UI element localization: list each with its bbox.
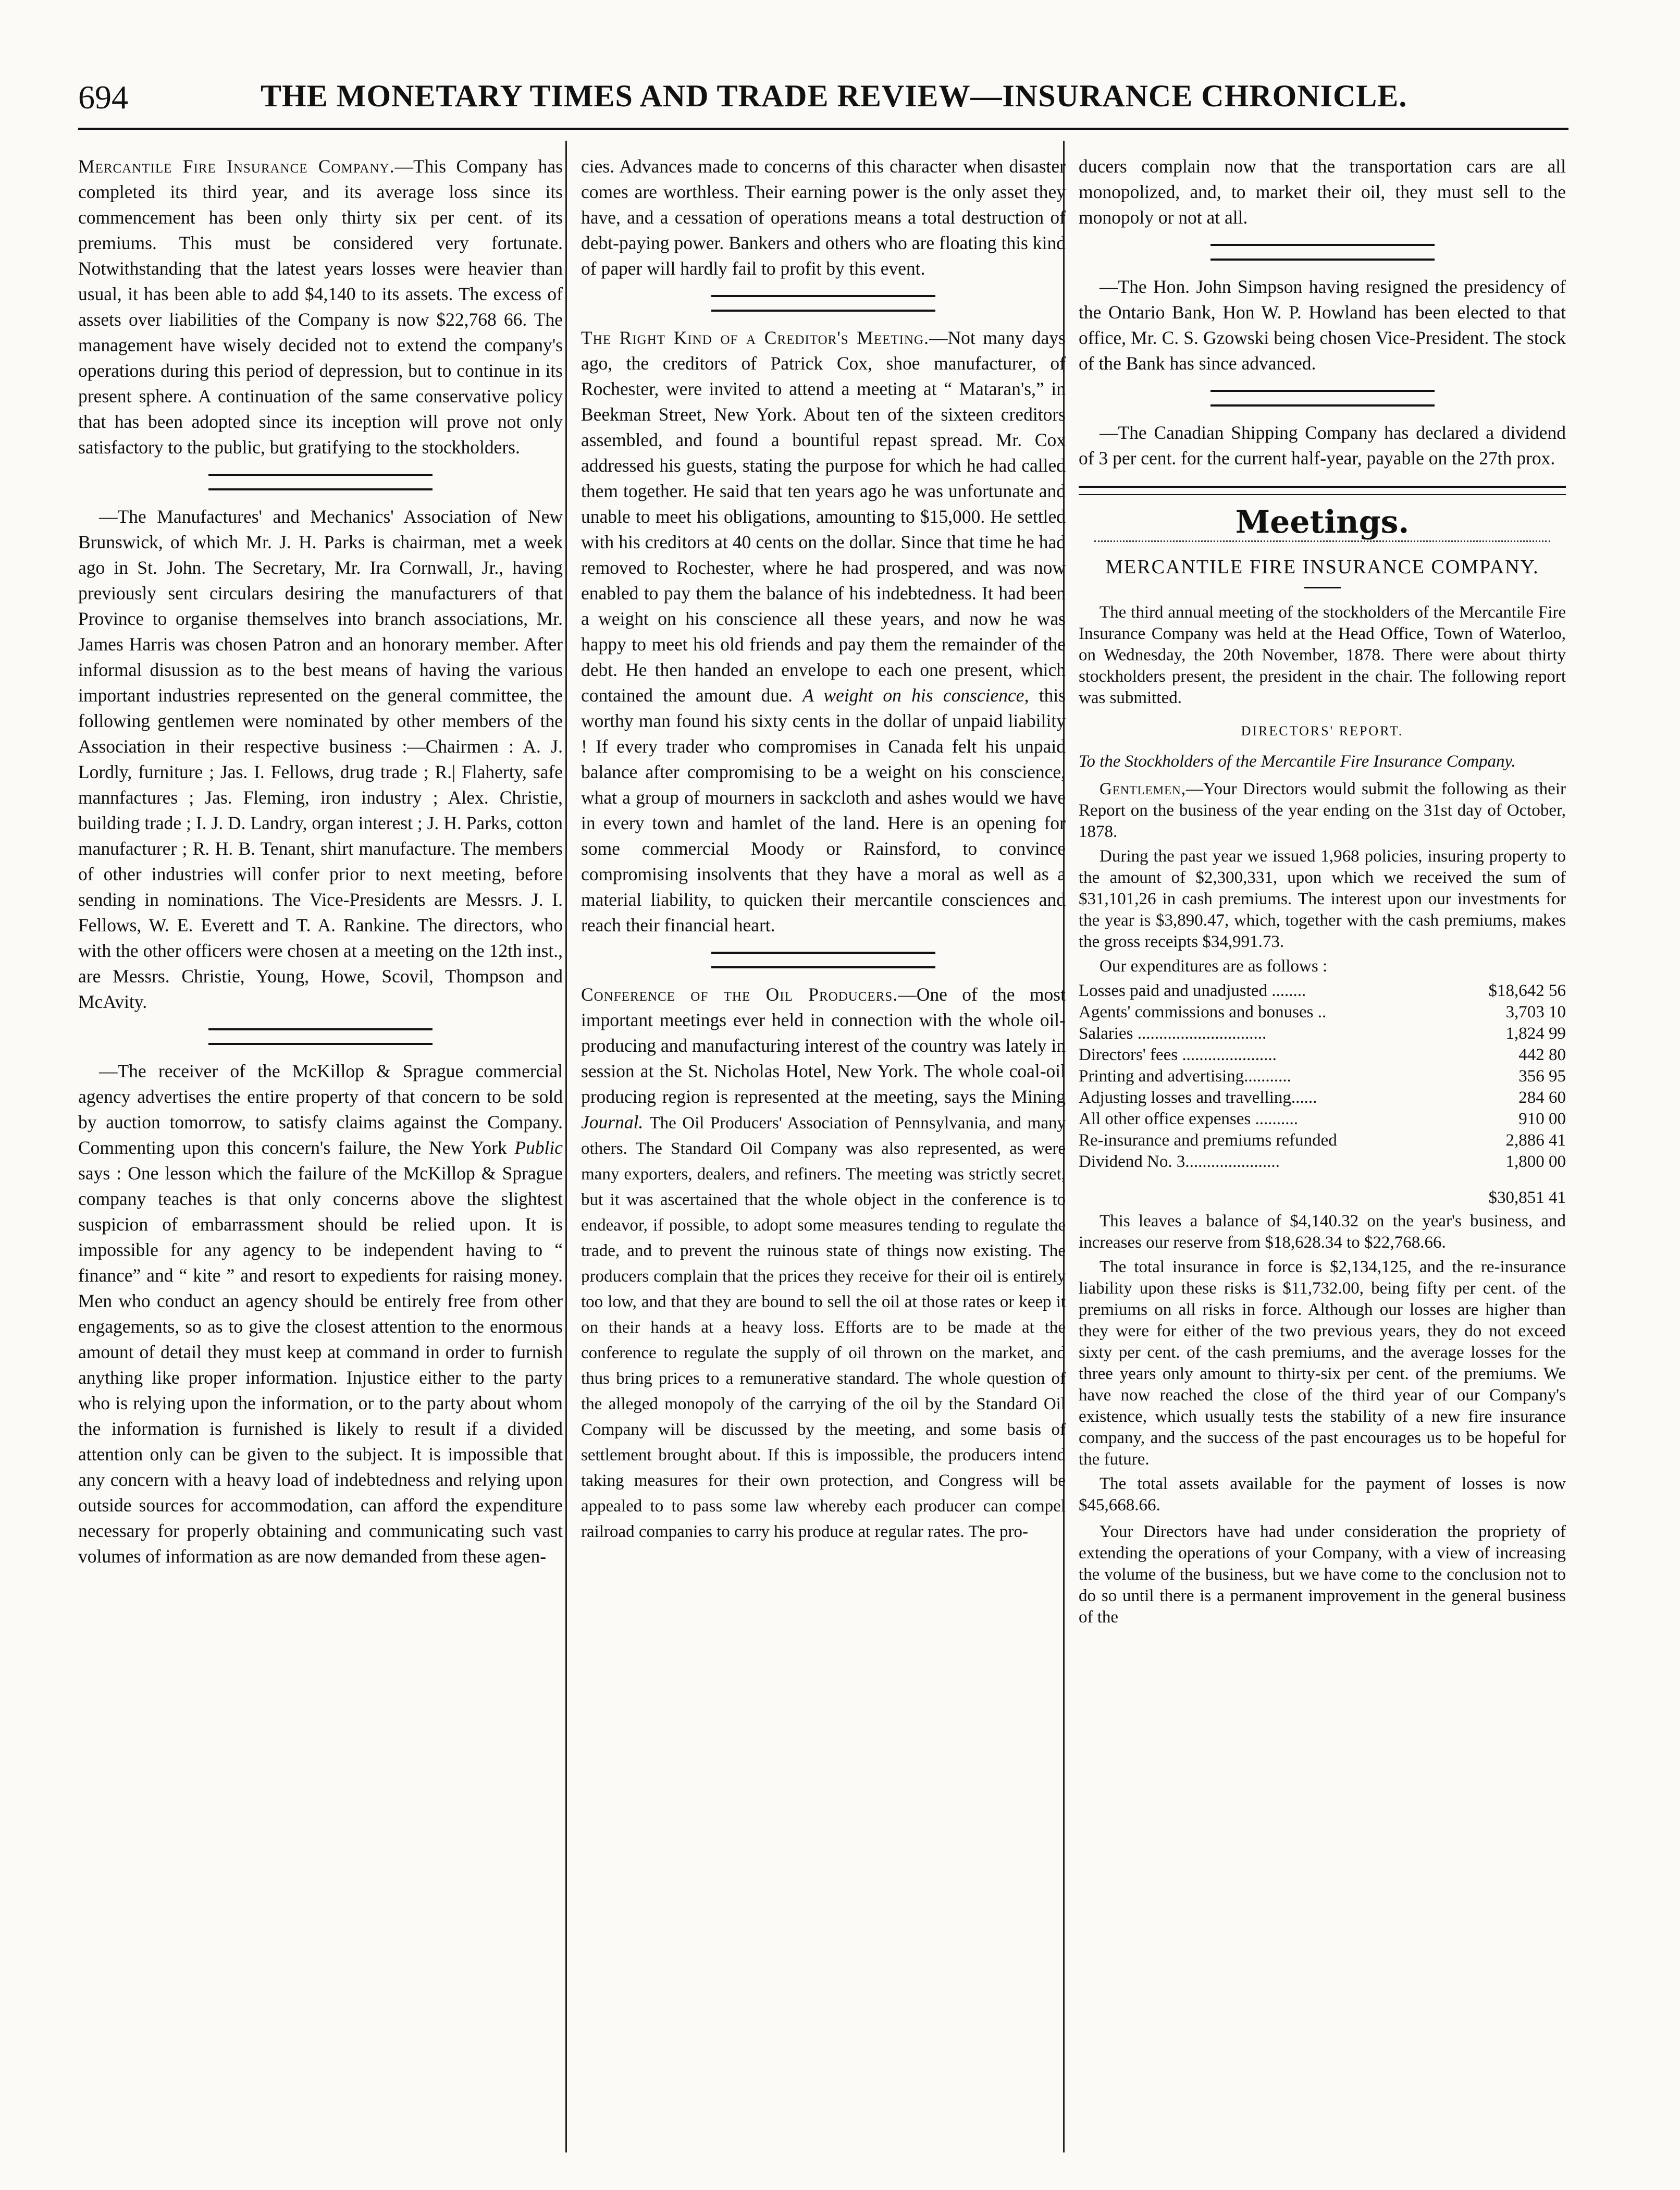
expenditure-amount: 910 00	[1518, 1110, 1566, 1128]
article-emphasis: A weight on his conscience,	[802, 685, 1029, 706]
article-ontario-bank: —The Hon. John Simpson having resigned the presidency of the Ontario Bank, Hon W. P. Howland has been elected to that office, Mr. C. S. Gzowski being chosen Vice-President. The stock of the Bank has since advanced.	[1079, 276, 1566, 374]
article-canadian-shipping: —The Canadian Shipping Company has declared a dividend of 3 per cent. for the current half-year, payable on the 27th prox.	[1079, 422, 1566, 469]
expenditure-row	[1079, 1002, 1566, 1023]
column-1	[78, 154, 563, 1572]
meeting-intro: The third annual meeting of the stockholders of the Mercantile Fire Insurance Company was held at the Head Office, Town of Waterloo, on Wednesday, the 20th November, 1878. There were about thirty stockholders present, the president in the chair. The following report was submitted.	[1079, 603, 1566, 707]
expenditure-label: All other office expenses ..........	[1079, 1110, 1298, 1128]
article-manufacturers-association: —The Manufactures' and Mechanics' Association of New Brunswick, of which Mr. J. H. Parks is chairman, met a week ago in St. John. The Secretary, Mr. Ira Cornwall, Jr., having previously sent circulars desiring the manufacturers of that Province to organise themselves into branch associations, Mr. James Harris was chosen Patron and an honorary member. After informal disussion as to the best means of having the various important industries represented on the general committee, the following gentlemen were nominated by other members of the Association in their respective business :—Chairmen : A. J. Lordly, furniture ; Jas. I. Fellows, drug trade ; R.| Flaherty, safe mannfactures ; Jas. Fleming, iron industry ; Alex. Christie, building trade ; I. J. D. Landry, organ interest ; J. H. Parks, cotton manufacturer ; R. H. B. Tenant, shirt manufacture. The members of other industries will confer prior to next meeting, before sending in nominations. The Vice-Presidents are Messrs. J. I. Fellows, W. E. Everett and T. A. Rankine. The directors, who with the other officers were chosen at a meeting on the 12th inst., are Messrs. Christie, Young, Howe, Scovil, Thompson and McAvity.	[78, 506, 563, 1012]
total-assets-paragraph: The total assets available for the payment of losses is now $45,668.66.	[1079, 1474, 1566, 1515]
balance-paragraph: This leaves a balance of $4,140.32 on the year's business, and increases our reserve from $18,628.34 to $22,768.66.	[1079, 1212, 1566, 1252]
heading-ornament	[1094, 540, 1550, 542]
article-title: Conference of the Oil Producers.	[581, 984, 898, 1005]
section-separator	[208, 474, 433, 490]
expenditure-amount: 356 95	[1518, 1067, 1566, 1086]
section-separator	[711, 952, 935, 968]
newspaper-name: Public	[514, 1137, 563, 1158]
expenditure-row	[1079, 1044, 1566, 1066]
expenditure-label: Losses paid and unadjusted ........	[1079, 981, 1306, 1000]
article-body: —This Company has completed its third year, and its average loss since its commencement has been only thirty six per cent. of its premiums. This must be considered very fortunate. Notwithstanding that the latest years losses were heavier than usual, it has been able to add $4,140 to its assets. The excess of assets over liabilities of the Company is now $22,768 66. The management have wisely decided not to extend the company's operations during this period of depression, but to continue in its present sphere. A continuation of the same conservative policy that has been adopted since its inception will prove not only satisfactory to the public, but gratifying to the stockholders.	[78, 156, 563, 458]
expenditure-row	[1079, 1109, 1566, 1130]
expenditure-row	[1079, 1151, 1566, 1173]
journal-name: Journal.	[581, 1112, 644, 1133]
section-separator	[208, 1028, 433, 1045]
article-oil-producers	[581, 982, 1066, 1544]
article-body: says : One lesson which the failure of the McKillop & Sprague company teaches is that only concerns above the slightest suspicion of embarrassment should be relied upon. It is impossible for any agency to be independent having to “ finance” and “ kite ” and resort to expedients for raising money. Men who conduct an agency should be entirely free from other engagements, so as to give the closest attention to the enormous amount of detail they must keep at command in order to furnish anything like proper information. Injustice either to the party who is relying upon the information, or to the party about whom the information is furnished is likely to result if a divided attention only can be given to the subject. It is impossible that any concern with a heavy load of indebtedness and relying upon outside sources for accommodation, can afford the expenditure necessary for properly obtaining and communicating such vast volumes of information as are now demanded from these agen-	[78, 1163, 563, 1567]
expenditure-row	[1079, 1023, 1566, 1044]
page-header	[78, 78, 1553, 125]
expenditures-table	[1079, 980, 1566, 1173]
section-separator	[711, 295, 935, 312]
article-continuation: ducers complain now that the transportation cars are all monopolized, and, to market their oil, they must sell to the monopoly or not at all.	[1079, 156, 1566, 228]
expenditure-label: Printing and advertising...........	[1079, 1067, 1291, 1086]
expenditure-amount: 3,703 10	[1505, 1003, 1566, 1022]
publication-title: THE MONETARY TIMES AND TRADE REVIEW—INSURANCE CHRONICLE.	[261, 79, 1407, 113]
company-title: MERCANTILE FIRE INSURANCE COMPANY.	[1105, 556, 1539, 578]
expenditure-row	[1079, 1087, 1566, 1109]
expenditure-row	[1079, 1066, 1566, 1087]
article-continuation: cies. Advances made to concerns of this character when disaster comes are worthless. Their earning power is the only asset they have, and a cessation of operations means a total destruction of debt-paying power. Bankers and others who are floating this kind of paper will hardly fail to profit by this event.	[581, 156, 1066, 279]
expenditure-row	[1079, 980, 1566, 1002]
page-number: 694	[78, 79, 128, 116]
article-mercantile-fire	[78, 154, 563, 460]
expenditure-label: Salaries ..............................	[1079, 1024, 1267, 1043]
article-title: Mercantile Fire Insurance Company.	[78, 156, 395, 177]
expenditure-amount: $18,642 56	[1488, 981, 1566, 1000]
expenditure-label: Dividend No. 3......................	[1079, 1152, 1280, 1171]
article-body: —Not many days ago, the creditors of Patrick Cox, shoe manufacturer, of Rochester, were invited to attend a meeting at “ Mataran's,” in Beekman Street, New York. About ten of the sixteen creditors assembled, and found a bountiful repast spread. Mr. Cox addressed his guests, stating the purpose for which he had called them together. He said that ten years ago he was unfortunate and unable to meet his obligations, amounting to $15,000. He settled with his creditors at 40 cents on the dollar. Since that time he had removed to Rochester, where he had prospered, and was now enabled to pay them the balance of his indebtedness. It had been a weight on his conscience all these years, and now he was happy to meet his old friends and pay them the remainder of the debt. He then handed an envelope to each one present, which contained the amount due.	[581, 327, 1066, 706]
expenditure-label: Directors' fees ......................	[1079, 1045, 1277, 1064]
insurance-force-paragraph: The total insurance in force is $2,134,125, and the re-insurance liability upon these risks is $11,732.00, being fifty per cent. of the premiums on all risks in force. Although our losses are higher than they were for either of the two previous years, they do not exceed sixty per cent. of the cash premiums, and the average losses for the three years only amount to thirty-six per cent. of the premiums. We have now reached the close of the third year of our Company's existence, which usually tests the stability of a new fire insurance company, and the success of the past encourages us to be hopeful for the future.	[1079, 1258, 1566, 1469]
article-body: this worthy man found his sixty cents in the dollar of unpaid liability ! If every trader who compromises in Canada felt his unpaid balance after compromising to be a weight on his conscience, what a group of mourners in sackcloth and ashes would we have in every town and hamlet of the land. Here is an opening for some commercial Moody or Rainsford, to convince compromising insolvents that they have a moral as well as a material liability, to quicken their mercantile consciences and reach their financial heart.	[581, 685, 1066, 936]
article-body: —One of the most important meetings ever held in connection with the whole oil-producing and manufacturing interest of the country was lately in session at the St. Nicholas Hotel, New York. The whole coal-oil producing region is represented at the meeting, says the Mining	[581, 984, 1066, 1107]
article-body: —The receiver of the McKillop & Sprague commercial agency advertises the entire property of that concern to be sold by auction tomorrow, to satisfy claims against the Company. Commenting upon this concern's failure, the New York	[78, 1061, 563, 1158]
article-body: The Oil Producers' Association of Pennsylvania, and many others. The Standard Oil Company was also represented, as were many exporters, dealers, and refiners. The meeting was strictly secret, but it was ascertained that the whole object in the conference is to endeavor, if possible, to adopt some measures tending to regulate the trade, and to prevent the ruinous state of things now existing. The producers complain that the prices they receive for their oil is entirely too low, and that they are bound to sell the oil at those rates or keep it on their hands at a heavy loss. Efforts are to be made at the conference to regulate the supply of oil thrown on the market, and thus bring prices to a remunerative standard. The whole question of the alleged monopoly of the carrying of the oil by the Standard Oil Company will be discussed by the meeting, and some basis of settlement brought about. If this is impossible, the producers intend taking measures for their own protection, and Congress will be appealed to to pass some law whereby each producer can compel railroad companies to carry his produce at regular rates. The pro-	[581, 1114, 1066, 1541]
expenditure-label: Adjusting losses and travelling......	[1079, 1088, 1317, 1107]
meetings-heading: Meetings.	[1235, 504, 1410, 540]
section-separator	[1210, 244, 1435, 261]
column-divider	[565, 141, 567, 2152]
expenditure-amount: 1,824 99	[1505, 1024, 1566, 1043]
expenditure-amount: 284 60	[1518, 1088, 1566, 1107]
column-3	[1079, 154, 1566, 1631]
expenditures-intro: Our expenditures are as follows :	[1100, 957, 1328, 976]
short-rule	[1304, 587, 1341, 588]
policies-paragraph: During the past year we issued 1,968 policies, insuring property to the amount of $2,300,331, upon which we received the sum of $31,101,26 in cash premiums. The interest upon our investments for the year is $3,890.47, which, together with the cash premiums, makes the gross receipts $34,991.73.	[1079, 847, 1566, 951]
article-creditors-meeting	[581, 325, 1066, 938]
gentlemen-label: Gentlemen,	[1100, 780, 1186, 798]
expenditures-total: $30,851 41	[1488, 1188, 1566, 1207]
salutation: To the Stockholders of the Mercantile Fire Insurance Company.	[1079, 752, 1516, 771]
expenditure-label: Agents' commissions and bonuses ..	[1079, 1003, 1327, 1022]
article-title: The Right Kind of a Creditor's Meeting.	[581, 327, 929, 348]
expenditure-amount: 442 80	[1518, 1045, 1566, 1064]
article-mckillop-sprague	[78, 1059, 563, 1569]
column-2	[581, 154, 1066, 1547]
paragraph-body: —Your Directors would submit the following as their Report on the business of the year ending on the 31st day of October, 1878.	[1079, 780, 1566, 841]
section-double-rule	[1079, 486, 1566, 495]
directors-report-heading: DIRECTORS' REPORT.	[1241, 723, 1404, 739]
gentlemen-paragraph	[1079, 779, 1566, 843]
consideration-paragraph: Your Directors have had under consideration the propriety of extending the operations of your Company, with a view of increasing the volume of the business, but we have come to the conclusion not to do so until there is a permanent improvement in the general business of the	[1079, 1522, 1566, 1627]
expenditure-label: Re-insurance and premiums refunded	[1079, 1131, 1337, 1150]
expenditure-amount: 2,886 41	[1505, 1131, 1566, 1150]
expenditure-amount: 1,800 00	[1505, 1152, 1566, 1171]
expenditure-row	[1079, 1130, 1566, 1151]
header-rule	[78, 128, 1568, 130]
section-separator	[1210, 390, 1435, 407]
